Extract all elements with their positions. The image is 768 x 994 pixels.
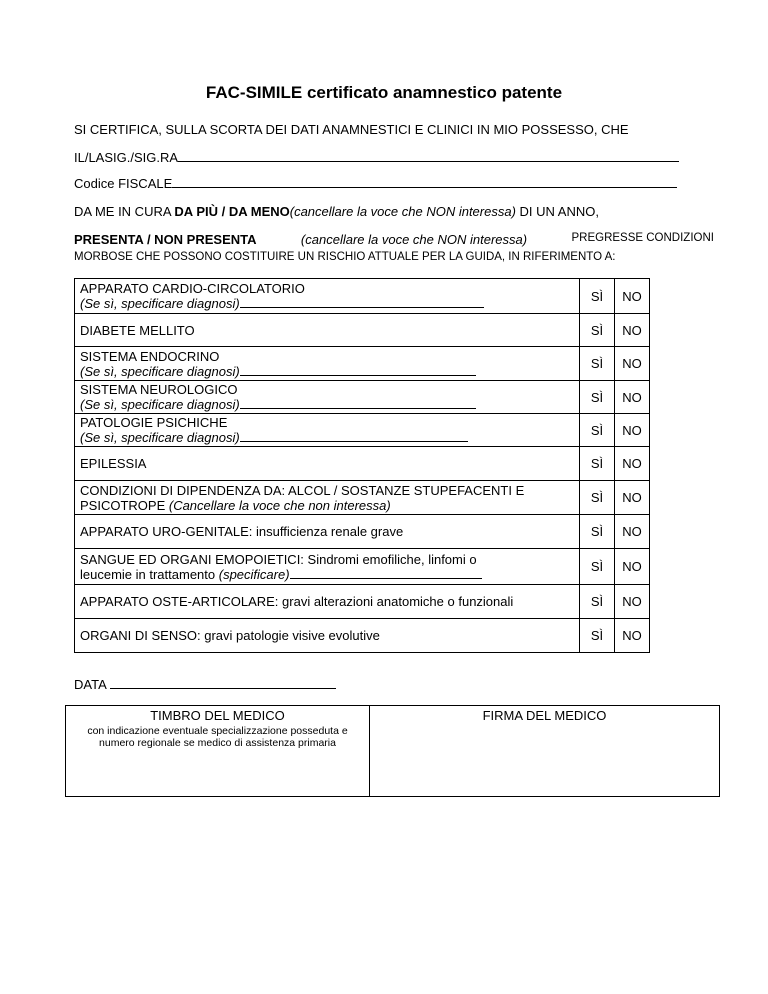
condition-cell <box>75 347 580 381</box>
presenta-line-2: MORBOSE CHE POSSONO COSTITUIRE UN RISCHIO ATTUALE PER LA GUIDA, IN RIFERIMENTO A: <box>74 251 616 263</box>
condition-note: (Se sì, specificare diagnosi) <box>80 430 574 445</box>
condition-cell <box>75 381 580 414</box>
condition-note: (Se sì, specificare diagnosi) <box>80 397 574 412</box>
condition-row-neurologico <box>75 381 650 414</box>
presenta-instruction: (cancellare la voce che NON interessa) <box>300 232 528 247</box>
no-option[interactable]: NO <box>615 279 650 314</box>
condition-note: (Se sì, specificare diagnosi) <box>80 296 574 311</box>
yes-option[interactable]: SÌ <box>580 447 615 481</box>
no-option[interactable]: NO <box>615 515 650 549</box>
no-option[interactable]: NO <box>615 481 650 515</box>
yes-option[interactable]: SÌ <box>580 585 615 619</box>
signature-box[interactable] <box>370 705 720 797</box>
date-field[interactable] <box>110 677 336 689</box>
condition-cell: APPARATO URO-GENITALE: insufficienza renale grave <box>75 515 580 549</box>
condition-cell <box>75 549 580 585</box>
presenta-suffix: PREGRESSE CONDIZIONI <box>571 232 714 244</box>
stamp-note-line-1: con indicazione eventuale specializzazione posseduta e <box>87 725 348 737</box>
condition-cell: EPILESSIA <box>75 447 580 481</box>
diagnosis-field[interactable] <box>240 397 476 409</box>
specify-field[interactable] <box>290 567 482 579</box>
person-name-field[interactable] <box>178 150 679 162</box>
presenta-line <box>74 232 714 247</box>
no-option[interactable]: NO <box>615 549 650 585</box>
condition-label-2: PSICOTROPE (Cancellare la voce che non interessa) <box>80 497 391 513</box>
diagnosis-field[interactable] <box>240 364 476 376</box>
condition-note: (Se sì, specificare diagnosi) <box>80 364 574 379</box>
yes-option[interactable]: SÌ <box>580 619 615 653</box>
yes-option[interactable]: SÌ <box>580 481 615 515</box>
condition-row-dipendenza <box>75 481 650 515</box>
presenta-option[interactable]: PRESENTA / NON PRESENTA <box>74 232 257 247</box>
condition-cell <box>75 481 580 515</box>
person-line <box>74 150 679 165</box>
page-title: FAC-SIMILE certificato anamnestico patente <box>205 83 563 102</box>
stamp-title: TIMBRO DEL MEDICO <box>150 708 285 723</box>
diagnosis-field[interactable] <box>240 296 484 308</box>
yes-option[interactable]: SÌ <box>580 279 615 314</box>
diagnosis-field[interactable] <box>240 430 468 442</box>
no-option[interactable]: NO <box>615 414 650 447</box>
condition-row-senso <box>75 619 650 653</box>
condition-note: (Cancellare la voce che non interessa) <box>168 497 391 513</box>
yes-option[interactable]: SÌ <box>580 549 615 585</box>
fiscal-code-field[interactable] <box>172 176 677 188</box>
yes-option[interactable]: SÌ <box>580 347 615 381</box>
condition-row-osteo-articolare <box>75 585 650 619</box>
cura-option[interactable]: DA PIÙ / DA MENO <box>174 204 290 219</box>
condition-label: CONDIZIONI DI DIPENDENZA DA: ALCOL / SOSTANZE STUPEFACENTI E <box>80 482 525 498</box>
condition-note: (specificare) <box>218 566 290 582</box>
condition-cell: APPARATO OSTE-ARTICOLARE: gravi alterazioni anatomiche o funzionali <box>75 585 580 619</box>
condition-row-endocrino <box>75 347 650 381</box>
condition-cell: DIABETE MELLITO <box>75 314 580 347</box>
date-label: DATA <box>74 677 107 692</box>
no-option[interactable]: NO <box>615 347 650 381</box>
no-option[interactable]: NO <box>615 619 650 653</box>
conditions-table <box>74 278 650 653</box>
yes-option[interactable]: SÌ <box>580 314 615 347</box>
condition-label: SISTEMA ENDOCRINO <box>80 348 220 364</box>
signature-title: FIRMA DEL MEDICO <box>482 708 607 723</box>
no-option[interactable]: NO <box>615 381 650 414</box>
cura-line <box>74 204 599 219</box>
condition-row-diabete <box>75 314 650 347</box>
condition-row-cardio <box>75 279 650 314</box>
stamp-note <box>66 725 369 749</box>
condition-label-2: leucemie in trattamento (specificare) <box>80 567 574 582</box>
yes-option[interactable]: SÌ <box>580 414 615 447</box>
certifica-text: SI CERTIFICA, SULLA SCORTA DEI DATI ANAMNESTICI E CLINICI IN MIO POSSESSO, CHE <box>74 122 629 137</box>
person-label: IL/LASIG./SIG.RA <box>74 150 179 165</box>
yes-option[interactable]: SÌ <box>580 515 615 549</box>
condition-label: SANGUE ED ORGANI EMOPOIETICI: Sindromi emofiliche, linfomi o <box>80 551 477 567</box>
stamp-box[interactable] <box>65 705 370 797</box>
condition-label: PATOLOGIE PSICHICHE <box>80 415 228 430</box>
condition-label: APPARATO CARDIO-CIRCOLATORIO <box>80 281 305 296</box>
no-option[interactable]: NO <box>615 585 650 619</box>
cura-suffix: DI UN ANNO, <box>515 204 599 219</box>
cura-instruction: (cancellare la voce che NON interessa) <box>289 204 516 219</box>
fiscal-code-line <box>74 176 677 191</box>
no-option[interactable]: NO <box>615 447 650 481</box>
condition-row-sangue <box>75 549 650 585</box>
condition-label: SISTEMA NEUROLOGICO <box>80 382 238 397</box>
stamp-note-line-2: numero regionale se medico di assistenza primaria <box>99 737 336 749</box>
condition-cell <box>75 279 580 314</box>
no-option[interactable]: NO <box>615 314 650 347</box>
condition-row-psichiche <box>75 414 650 447</box>
condition-cell: ORGANI DI SENSO: gravi patologie visive evolutive <box>75 619 580 653</box>
cura-prefix: DA ME IN CURA <box>74 204 175 219</box>
date-line <box>74 677 336 692</box>
condition-row-epilessia <box>75 447 650 481</box>
condition-row-uro-genitale <box>75 515 650 549</box>
fiscal-code-label: Codice FISCALE <box>74 176 173 191</box>
condition-cell <box>75 414 580 447</box>
yes-option[interactable]: SÌ <box>580 381 615 414</box>
